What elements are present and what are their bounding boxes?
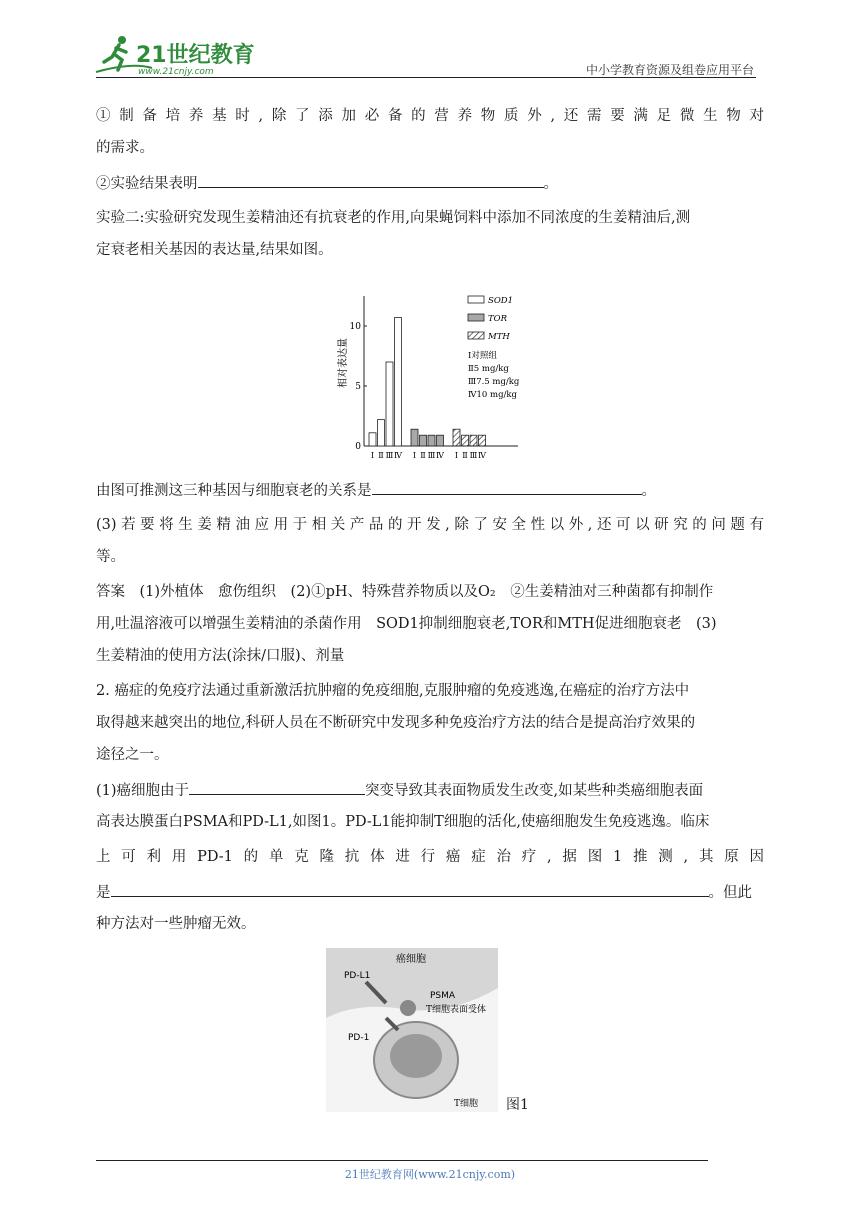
text-line-1: ①制备培养基时,除了添加必备的营养物质外,还需要满足微生物对 (96, 108, 764, 124)
x-tick-label: Ⅳ (436, 451, 444, 460)
text-line-6 (96, 480, 656, 501)
y-tick-label: 10 (349, 322, 361, 332)
chart-ticks (371, 451, 487, 460)
legend-label-tor: TOR (488, 314, 508, 324)
text-line-2: 的需求。 (96, 140, 154, 156)
label-cancer-cell: 癌细胞 (396, 954, 426, 965)
legend-label-sod1: SOD1 (488, 296, 514, 306)
text-line-3 (96, 173, 558, 194)
bar-sod1-3 (386, 362, 393, 446)
part-1-end: 突变导致其表面物质发生改变,如某些种类癌细胞表面 (365, 783, 704, 799)
x-tick-label: Ⅲ (385, 451, 394, 460)
footer-text: 21世纪教育网(www.21cnjy.com) (344, 1168, 516, 1181)
bar-mth-2 (462, 435, 469, 446)
gene-expression-chart (336, 288, 532, 468)
label-psma: PSMA (430, 991, 456, 1001)
label-t-receptor: T细胞表面受体 (426, 1005, 487, 1015)
reason-start: 是 (96, 885, 111, 901)
question-2-line-1: 2. 癌症的免疫疗法通过重新激活抗肿瘤的免疫细胞,克服肿瘤的免疫逃逸,在癌症的治疗方法中 (96, 683, 690, 699)
part-1-line-2: 高表达膜蛋白PSMA和PD-L1,如图1。PD-L1能抑制T细胞的活化,使癌细胞发生免疫逃逸。临床 (96, 814, 710, 830)
bar-mth-1 (453, 429, 460, 446)
answer-line-1: 答案 (1)外植体 愈伤组织 (2)①pH、特殊营养物质以及O₂ ②生姜精油对三种菌都有抑制作 (96, 584, 714, 600)
chart-legend (468, 296, 520, 400)
logo-main-text: 21世纪教育 (136, 43, 255, 68)
bar-sod1-2 (378, 420, 385, 446)
question-2-line-3: 途径之一。 (96, 747, 169, 763)
x-tick-label: Ⅲ (469, 451, 478, 460)
result-prompt-end: 。 (543, 176, 558, 192)
x-tick-label: Ⅰ (454, 451, 459, 460)
bar-tor-2 (420, 435, 427, 446)
site-logo (92, 32, 262, 80)
part-1-line-4 (96, 882, 752, 903)
answer-blank-4[interactable] (111, 882, 709, 897)
question-2-line-2: 取得越来越突出的地位,科研人员在不断研究中发现多种免疫治疗方法的结合是提高治疗效果的 (96, 715, 696, 731)
x-tick-label: Ⅱ (378, 451, 384, 460)
platform-name: 中小学教育资源及组卷应用平台 (585, 63, 754, 77)
reason-end: 。但此 (708, 885, 752, 901)
part-1-line-5: 种方法对一些肿瘤无效。 (96, 916, 256, 932)
legend-group-3: Ⅲ7.5 mg/kg (468, 377, 520, 387)
x-tick-label: Ⅱ (462, 451, 468, 460)
y-tick-label: 0 (355, 442, 361, 452)
text-line-4: 实验二:实验研究发现生姜精油还有抗衰老的作用,向果蝇饲料中添加不同浓度的生姜精油后,测 (96, 210, 691, 226)
figure-1-illustration (326, 948, 498, 1112)
y-tick-label: 5 (355, 382, 361, 392)
bar-mth-3 (470, 435, 477, 446)
answer-line-2: 用,吐温溶液可以增强生姜精油的杀菌作用 SOD1抑制细胞衰老,TOR和MTH促进细胞衰老 (3) (96, 616, 717, 632)
bar-tor-1 (411, 429, 418, 446)
footer-divider (96, 1160, 708, 1161)
text-line-5: 定衰老相关基因的表达量,结果如图。 (96, 242, 333, 258)
part-1-line-3: 上可利用PD-1的单克隆抗体进行癌症治疗,据图1推测,其原因 (96, 849, 764, 865)
part-1-line-1 (96, 780, 703, 801)
part-1-start: (1)癌细胞由于 (96, 783, 190, 799)
label-pdl1: PD-L1 (344, 971, 371, 981)
legend-group-1: Ⅰ对照组 (468, 351, 497, 361)
legend-group-2: Ⅱ5 mg/kg (468, 364, 509, 374)
bar-tor-3 (428, 435, 435, 446)
t-cell-nucleus (390, 1034, 442, 1078)
bar-sod1-1 (369, 433, 376, 446)
legend-swatch-mth (468, 332, 484, 339)
answer-line-3: 生姜精油的使用方法(涂抹/口服)、剂量 (96, 648, 345, 664)
gene-relation-prompt: 由图可推测这三种基因与细胞衰老的关系是 (96, 483, 372, 499)
x-tick-label: Ⅰ (370, 451, 375, 460)
label-t-cell: T细胞 (454, 1099, 479, 1109)
answer-blank-3[interactable] (189, 780, 365, 795)
y-axis-label: 相对表达量 (338, 338, 349, 388)
header-divider (96, 77, 756, 78)
x-tick-label: Ⅰ (412, 451, 417, 460)
gene-relation-end: 。 (641, 483, 656, 499)
bar-mth-4 (479, 435, 486, 446)
result-prompt: ②实验结果表明 (96, 176, 198, 192)
text-line-7: (3)若要将生姜精油应用于相关产品的开发,除了安全性以外,还可以研究的问题有 (96, 517, 764, 533)
x-tick-label: Ⅲ (427, 451, 436, 460)
answer-blank-1[interactable] (198, 173, 544, 188)
legend-swatch-tor (468, 314, 484, 321)
text-line-8: 等。 (96, 549, 125, 565)
x-tick-label: Ⅳ (394, 451, 402, 460)
legend-swatch-sod1 (468, 296, 484, 303)
logo-url: www.21cnjy.com (138, 67, 214, 77)
label-pd1: PD-1 (348, 1033, 370, 1043)
psma-protein (400, 1000, 416, 1016)
bar-sod1-4 (395, 318, 402, 446)
figure-1-caption: 图1 (506, 1097, 529, 1113)
bar-tor-4 (437, 435, 444, 446)
answer-blank-2[interactable] (372, 480, 642, 495)
legend-group-4: Ⅳ10 mg/kg (468, 390, 517, 400)
x-tick-label: Ⅱ (420, 451, 426, 460)
x-tick-label: Ⅳ (478, 451, 486, 460)
legend-label-mth: MTH (488, 332, 510, 342)
